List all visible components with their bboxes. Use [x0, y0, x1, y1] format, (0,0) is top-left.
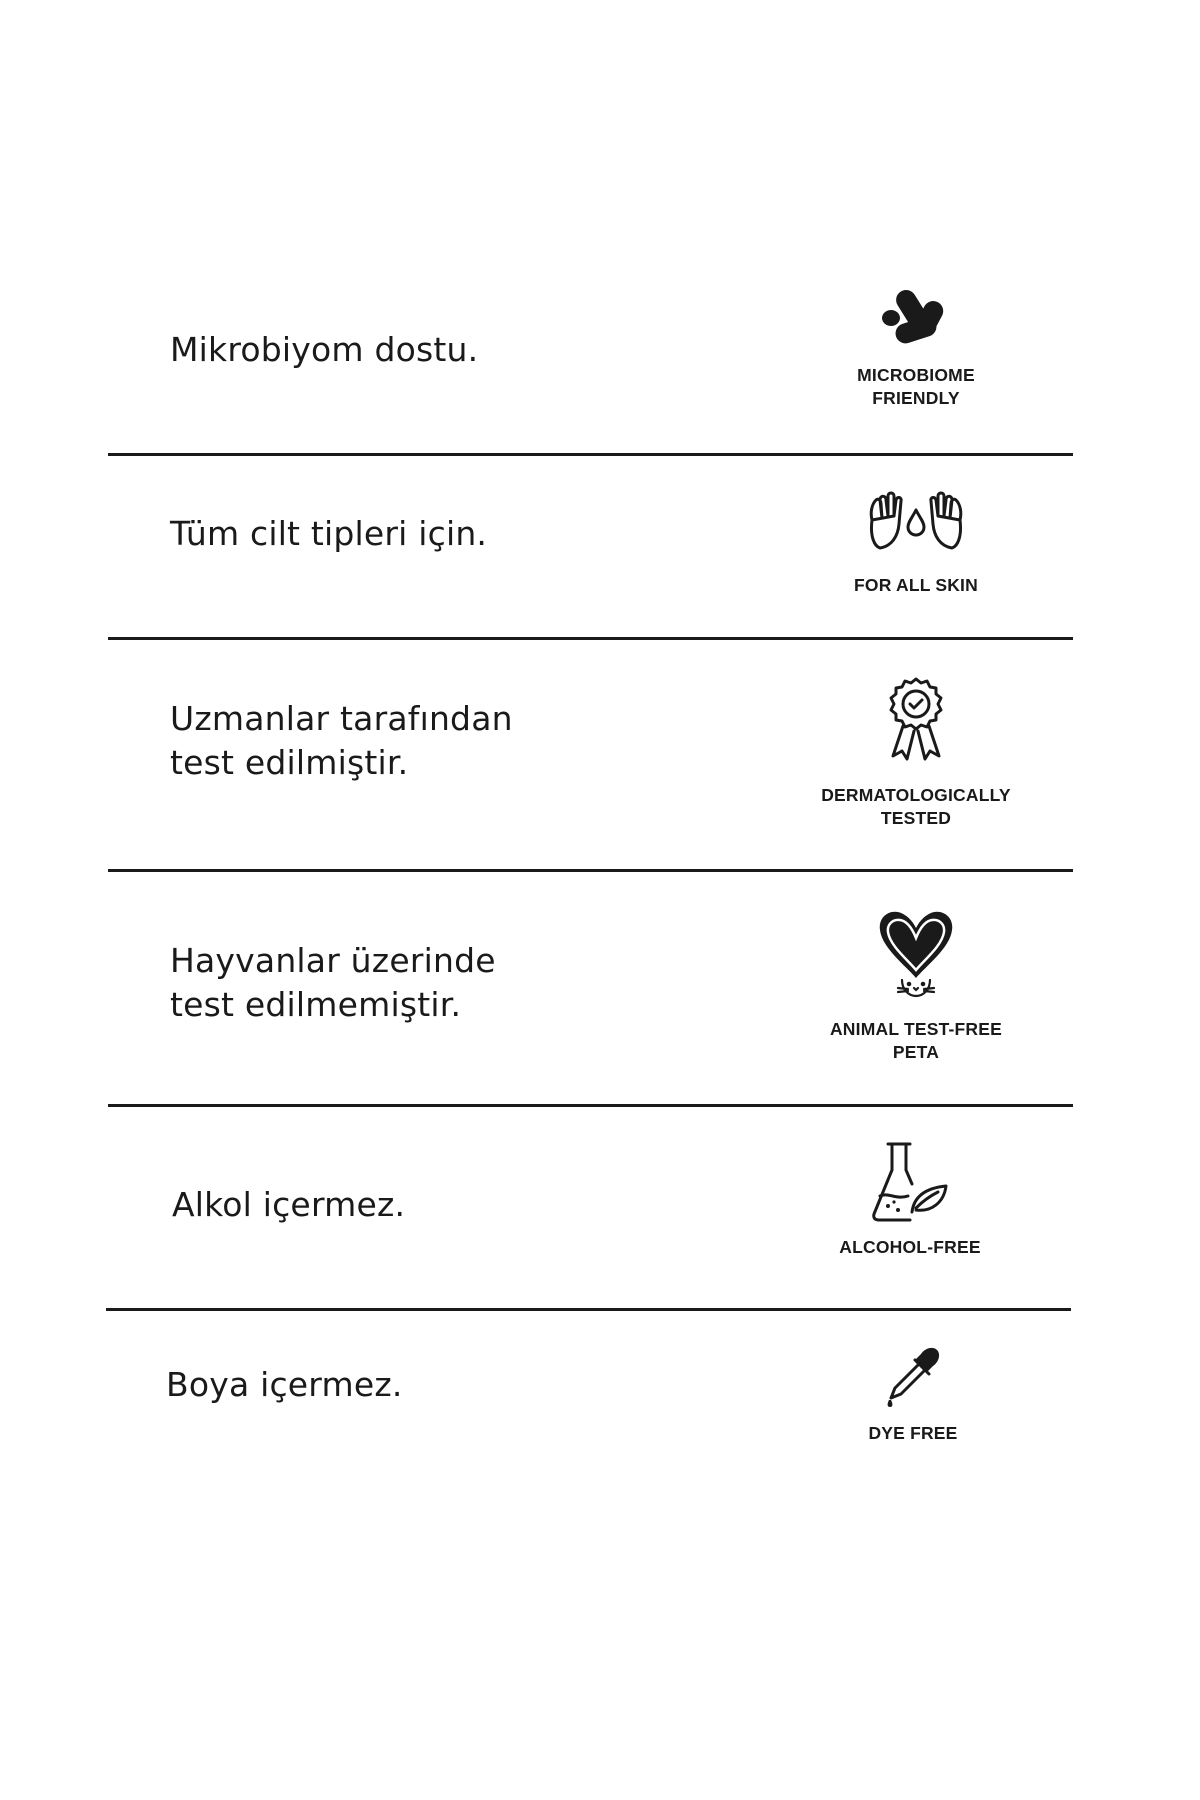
feature-text-derm-tested: Uzmanlar tarafından test edilmiştir. [170, 699, 513, 782]
badge-microbiome [766, 286, 1066, 410]
badge-derm-tested [766, 676, 1066, 830]
feature-text-alcohol-free: Alkol içermez. [172, 1185, 406, 1224]
hands-drop-icon [866, 490, 966, 554]
divider [108, 637, 1073, 640]
flask-leaf-icon [868, 1140, 952, 1224]
feature-text-dye-free: Boya içermez. [166, 1365, 403, 1404]
badge-caption-all-skin: FOR ALL SKIN [854, 575, 978, 595]
feature-text-all-skin: Tüm cilt tipleri için. [170, 514, 488, 553]
divider [108, 1104, 1073, 1107]
divider [108, 453, 1073, 456]
badge-all-skin [766, 490, 1066, 597]
badge-caption-dye-free: DYE FREE [868, 1423, 958, 1443]
feature-text-microbiome: Mikrobiyom dostu. [170, 330, 479, 369]
badge-dye-free [763, 1344, 1063, 1445]
badge-caption-microbiome: MICROBIOME FRIENDLY [857, 365, 975, 408]
divider [108, 869, 1073, 872]
badge-caption-alcohol-free: ALCOHOL-FREE [839, 1237, 981, 1257]
dropper-icon [883, 1344, 943, 1410]
peta-bunny-heart-icon [876, 908, 956, 1002]
rosette-award-icon [885, 676, 947, 762]
feature-text-animal-test-free: Hayvanlar üzerinde test edilmemiştir. [170, 941, 496, 1024]
divider [106, 1308, 1071, 1311]
badge-caption-derm-tested: DERMATOLOGICALLY TESTED [821, 785, 1011, 828]
microbiome-icon [881, 286, 951, 356]
badge-alcohol-free [760, 1140, 1060, 1259]
badge-caption-animal-test-free: ANIMAL TEST-FREE PETA [829, 1019, 1003, 1062]
badge-animal-test-free [766, 908, 1066, 1064]
